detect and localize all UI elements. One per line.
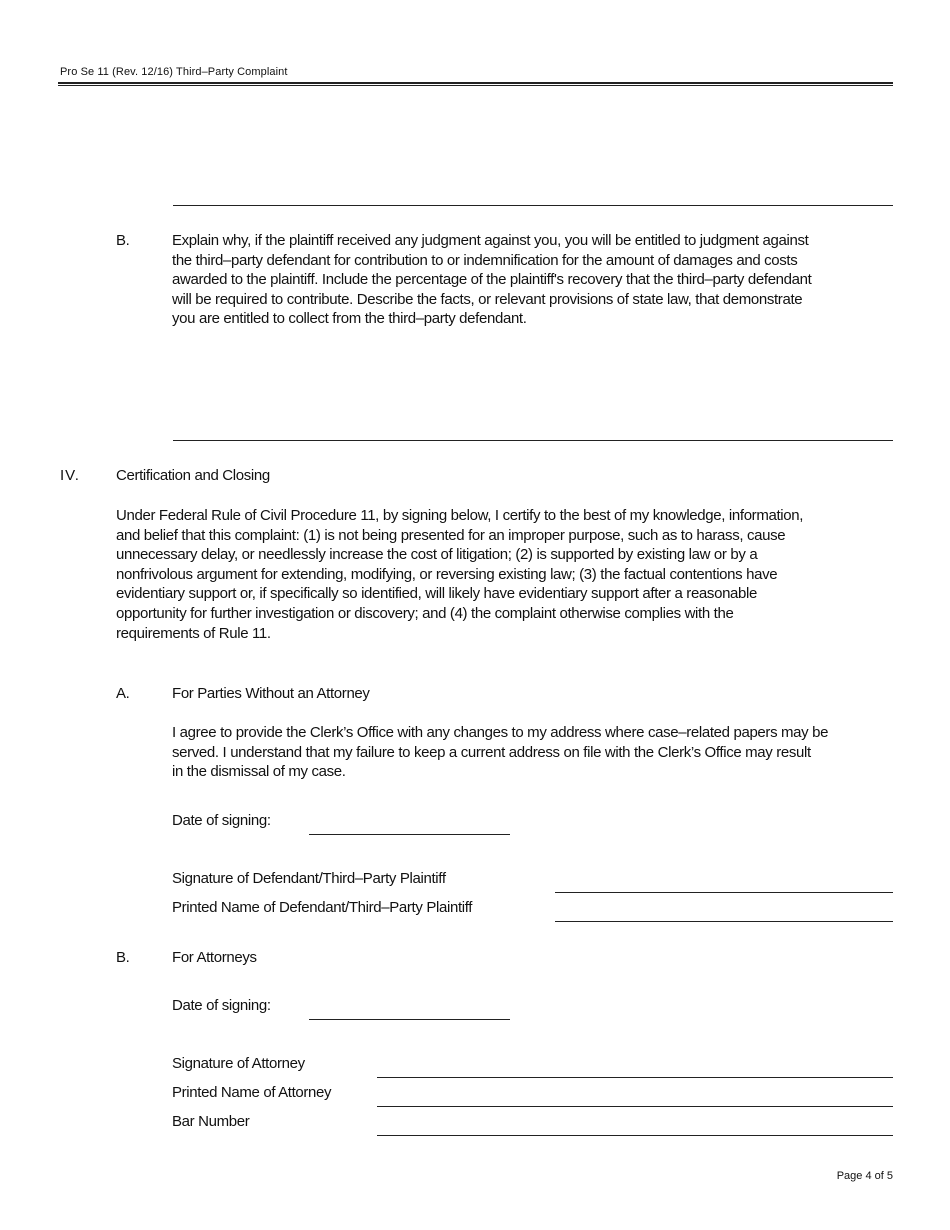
section-b-marker: B. [116,232,130,249]
printed-name-field-b[interactable] [377,1106,893,1107]
date-of-signing-field-a[interactable] [309,834,510,835]
section-iv-number: IV. [60,467,80,484]
printed-name-field-a[interactable] [555,921,893,922]
bar-number-label: Bar Number [172,1113,250,1130]
agreement-line: I agree to provide the Clerk’s Office with any changes to my address where case–related papers may be [172,724,829,741]
subsection-b-marker: B. [116,949,130,966]
signature-label-b: Signature of Attorney [172,1055,305,1072]
header-rule-thick [58,82,893,84]
agreement-line: served. I understand that my failure to keep a current address on file with the Clerk’s Office may result [172,743,811,761]
page-number: Page 4 of 5 [836,1170,893,1182]
agreement-line: in the dismissal of my case. [172,763,346,781]
instruction-line: will be required to contribute. Describe the facts, or relevant provisions of state law, that demonstrate [172,290,803,308]
instruction-line: Explain why, if the plaintiff received any judgment against you, you will be entitled to judgment against [172,232,809,249]
section-b-answer-line[interactable] [173,440,893,441]
instruction-line: awarded to the plaintiff. Include the percentage of the plaintiff's recovery that the third–party defendant [172,271,812,289]
printed-name-label-b: Printed Name of Attorney [172,1084,332,1101]
subsection-a-marker: A. [116,685,130,702]
certification-line: and belief that this complaint: (1) is not being presented for an improper purpose, such as to harass, cause [116,526,786,544]
previous-answer-line[interactable] [173,205,893,206]
bar-number-field[interactable] [377,1135,893,1136]
certification-line: opportunity for further investigation or discovery; and (4) the complaint otherwise complies with the [116,604,734,622]
date-of-signing-label-b: Date of signing: [172,997,271,1014]
signature-field-b[interactable] [377,1077,893,1078]
form-header-title: Pro Se 11 (Rev. 12/16) Third–Party Complaint [60,66,288,78]
instruction-line: the third–party defendant for contribution to or indemnification for the amount of damages and costs [172,251,798,269]
certification-line: requirements of Rule 11. [116,624,271,642]
certification-line: Under Federal Rule of Civil Procedure 11, by signing below, I certify to the best of my knowledge, information, [116,507,804,524]
date-of-signing-label-a: Date of signing: [172,812,271,829]
signature-label-a: Signature of Defendant/Third–Party Plaintiff [172,870,446,887]
certification-line: nonfrivolous argument for extending, modifying, or reversing existing law; (3) the factual contentions have [116,565,778,583]
signature-field-a[interactable] [555,892,893,893]
certification-line: unnecessary delay, or needlessly increase the cost of litigation; (2) is supported by existing law or by a [116,546,758,564]
section-b-instructions [172,231,811,329]
subsection-b-title: For Attorneys [172,949,257,966]
header-rule-thin [58,85,893,86]
section-iv-title: Certification and Closing [116,467,270,484]
address-agreement-paragraph [172,723,828,782]
certification-line: evidentiary support or, if specifically so identified, will likely have evidentiary support after a reasonable [116,585,758,603]
printed-name-label-a: Printed Name of Defendant/Third–Party Plaintiff [172,899,473,916]
subsection-a-title: For Parties Without an Attorney [172,685,370,702]
date-of-signing-field-b[interactable] [309,1019,510,1020]
instruction-line: you are entitled to collect from the third–party defendant. [172,310,527,328]
certification-paragraph [116,506,803,643]
